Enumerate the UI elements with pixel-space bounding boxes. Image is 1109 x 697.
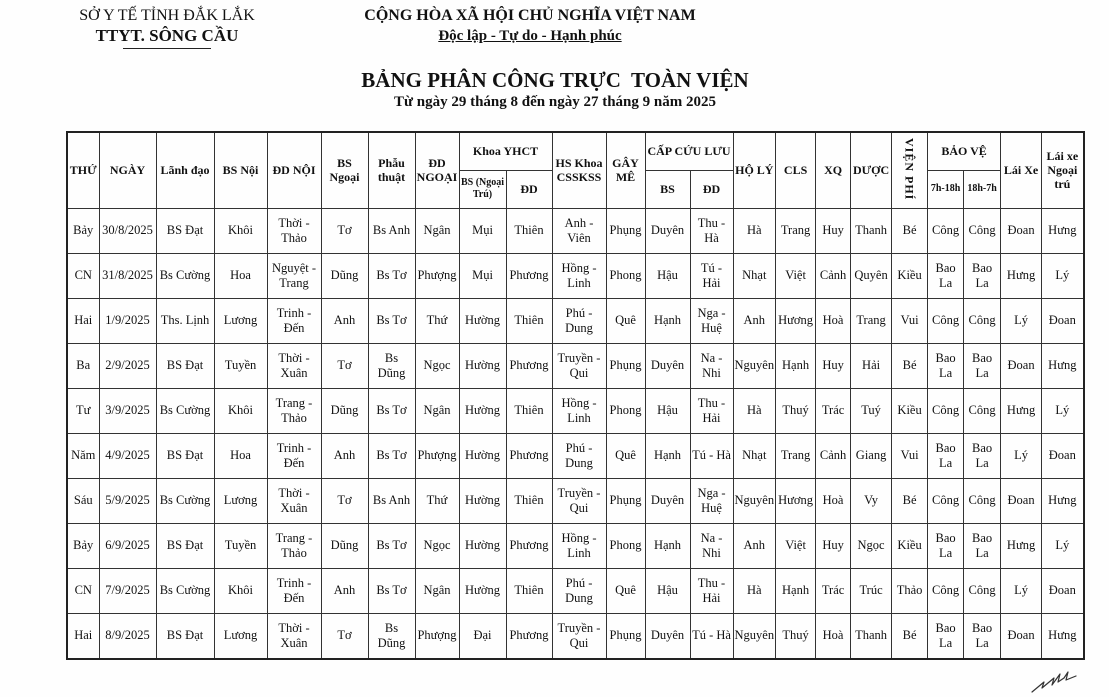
cell-yhct-dd: Phương [506, 433, 552, 478]
cell-ccl-bs: Hậu [645, 253, 690, 298]
cell-phau-thuat: Bs Dũng [368, 613, 415, 659]
cell-gay-me: Phụng [606, 613, 645, 659]
cell-dd-noi: Thời - Xuân [267, 478, 321, 523]
cell-cls: Hạnh [776, 568, 816, 613]
cell-lanh-dao: BS Đạt [156, 433, 214, 478]
header-lai-xe: Lái Xe [1001, 132, 1042, 208]
unit-name: TTYT. SÔNG CẦU [95, 26, 239, 45]
table-row [67, 613, 1084, 659]
table-row [67, 568, 1084, 613]
cell-yhct-dd: Phương [506, 253, 552, 298]
national-motto: Độc lập - Tự do - Hạnh phúc [438, 28, 622, 44]
cell-xq: Trác [816, 388, 851, 433]
cell-duoc: Quyên [851, 253, 892, 298]
cell-xq: Trác [816, 568, 851, 613]
cell-bs-noi: Lương [214, 478, 267, 523]
cell-yhct-dd: Phương [506, 613, 552, 659]
cell-bs-noi: Tuyền [214, 523, 267, 568]
cell-dd-noi: Trinh - Đến [267, 433, 321, 478]
cell-gay-me: Quê [606, 433, 645, 478]
cell-phau-thuat: Bs Tơ [368, 298, 415, 343]
cell-xq: Hoà [816, 613, 851, 659]
cell-dd-noi: Nguyệt - Trang [267, 253, 321, 298]
cell-bs-ngoai: Tơ [321, 208, 368, 253]
cell-ho-ly: Hà [733, 568, 776, 613]
cell-dd-noi: Trinh - Đến [267, 568, 321, 613]
cell-hs-khoa: Phú - Dung [552, 568, 606, 613]
cell-yhct-bs: Mụi [459, 253, 506, 298]
cell-vien-phi: Kiều [892, 253, 928, 298]
cell-lai-xe: Đoan [1001, 343, 1042, 388]
cell-duoc: Hải [851, 343, 892, 388]
cell-cls: Việt [776, 523, 816, 568]
cell-ccl-dd: Na - Nhi [690, 523, 733, 568]
cell-lai-xe: Lý [1001, 568, 1042, 613]
cell-yhct-dd: Phương [506, 523, 552, 568]
cell-lanh-dao: Bs Cường [156, 568, 214, 613]
cell-ho-ly: Nhạt [733, 433, 776, 478]
table-row [67, 388, 1084, 433]
header-khoa-yhct: Khoa YHCT [459, 132, 552, 170]
cell-bv-night: Công [964, 478, 1001, 523]
cell-bv-day: Bao La [928, 253, 964, 298]
cell-lai-xe: Hưng [1001, 388, 1042, 433]
cell-phau-thuat: Bs Tơ [368, 523, 415, 568]
cell-yhct-dd: Thiên [506, 298, 552, 343]
cell-hs-khoa: Phú - Dung [552, 433, 606, 478]
cell-ccl-dd: Nga - Huệ [690, 478, 733, 523]
cell-yhct-bs: Hường [459, 433, 506, 478]
cell-gay-me: Phụng [606, 478, 645, 523]
cell-ccl-bs: Hậu [645, 568, 690, 613]
cell-duoc: Ngọc [851, 523, 892, 568]
cell-phau-thuat: Bs Tơ [368, 388, 415, 433]
cell-bs-noi: Khôi [214, 208, 267, 253]
cell-lai-xe: Lý [1001, 433, 1042, 478]
cell-xq: Cảnh [816, 433, 851, 478]
cell-lai-xe-ngoai-tru: Lý [1042, 253, 1084, 298]
cell-bv-night: Công [964, 298, 1001, 343]
duty-roster-table [66, 131, 1085, 660]
cell-xq: Huy [816, 343, 851, 388]
cell-yhct-bs: Mụi [459, 208, 506, 253]
cell-cls: Thuý [776, 613, 816, 659]
header-hs-khoa: HS Khoa CSSKSS [552, 132, 606, 208]
cell-gay-me: Phong [606, 388, 645, 433]
cell-hs-khoa: Hồng - Linh [552, 388, 606, 433]
cell-lanh-dao: Bs Cường [156, 478, 214, 523]
cell-ccl-dd: Thu - Hải [690, 568, 733, 613]
cell-dd-ngoai: Ngọc [415, 343, 459, 388]
cell-ho-ly: Anh [733, 298, 776, 343]
cell-dd-noi: Trinh - Đến [267, 298, 321, 343]
cell-ho-ly: Nhạt [733, 253, 776, 298]
agency-name: SỞ Y TẾ TỈNH ĐẮK LẮK [79, 7, 255, 24]
cell-bs-ngoai: Anh [321, 433, 368, 478]
table-row [67, 523, 1084, 568]
cell-thu: Bảy [67, 523, 99, 568]
national-header-block [330, 6, 730, 46]
header-yhct-dd: ĐD [506, 170, 552, 208]
cell-dd-ngoai: Thứ [415, 298, 459, 343]
cell-phau-thuat: Bs Tơ [368, 568, 415, 613]
cell-ccl-bs: Hạnh [645, 523, 690, 568]
cell-bs-ngoai: Tơ [321, 343, 368, 388]
cell-bv-day: Công [928, 478, 964, 523]
cell-ngay: 8/9/2025 [99, 613, 156, 659]
cell-thu: Hai [67, 298, 99, 343]
cell-ngay: 2/9/2025 [99, 343, 156, 388]
cell-thu: Bảy [67, 208, 99, 253]
cell-ho-ly: Hà [733, 388, 776, 433]
cell-cls: Việt [776, 253, 816, 298]
cell-ngay: 30/8/2025 [99, 208, 156, 253]
cell-vien-phi: Bé [892, 208, 928, 253]
cell-bs-noi: Lương [214, 298, 267, 343]
cell-yhct-dd: Thiên [506, 478, 552, 523]
cell-thu: Hai [67, 613, 99, 659]
cell-yhct-bs: Hường [459, 568, 506, 613]
cell-ngay: 31/8/2025 [99, 253, 156, 298]
cell-lai-xe: Hưng [1001, 253, 1042, 298]
header-ho-ly: HỘ LÝ [733, 132, 776, 208]
cell-vien-phi: Thảo [892, 568, 928, 613]
cell-dd-ngoai: Phượng [415, 253, 459, 298]
cell-yhct-bs: Hường [459, 298, 506, 343]
cell-bv-day: Bao La [928, 433, 964, 478]
cell-bv-night: Công [964, 208, 1001, 253]
cell-xq: Hoà [816, 478, 851, 523]
cell-hs-khoa: Hồng - Linh [552, 253, 606, 298]
header-ccl-bs: BS [645, 170, 690, 208]
cell-bv-night: Công [964, 388, 1001, 433]
cell-cls: Hương [776, 298, 816, 343]
cell-bs-noi: Khôi [214, 568, 267, 613]
cell-dd-ngoai: Ngọc [415, 523, 459, 568]
cell-bs-noi: Hoa [214, 433, 267, 478]
cell-dd-noi: Trang - Thảo [267, 523, 321, 568]
cell-duoc: Trang [851, 298, 892, 343]
cell-duoc: Thanh [851, 208, 892, 253]
cell-bv-night: Bao La [964, 613, 1001, 659]
cell-dd-ngoai: Ngân [415, 568, 459, 613]
cell-lai-xe-ngoai-tru: Đoan [1042, 298, 1084, 343]
cell-ngay: 1/9/2025 [99, 298, 156, 343]
header-cap-cuu-luu: CẤP CỨU LƯU [645, 132, 733, 170]
table-row [67, 478, 1084, 523]
cell-vien-phi: Bé [892, 613, 928, 659]
cell-lai-xe: Hưng [1001, 523, 1042, 568]
signature-icon [1030, 668, 1086, 694]
cell-ho-ly: Nguyên [733, 343, 776, 388]
cell-bv-night: Bao La [964, 253, 1001, 298]
cell-ccl-dd: Thu - Hải [690, 388, 733, 433]
cell-thu: Năm [67, 433, 99, 478]
cell-gay-me: Quê [606, 568, 645, 613]
cell-cls: Hương [776, 478, 816, 523]
cell-thu: Tư [67, 388, 99, 433]
cell-lanh-dao: Ths. Lịnh [156, 298, 214, 343]
cell-bv-day: Bao La [928, 613, 964, 659]
header-bs-ngoai: BS Ngoại [321, 132, 368, 208]
cell-cls: Thuý [776, 388, 816, 433]
cell-hs-khoa: Truyền - Qui [552, 613, 606, 659]
cell-ccl-dd: Tú - Hà [690, 433, 733, 478]
header-phau-thuat: Phẫu thuật [368, 132, 415, 208]
cell-bs-noi: Khôi [214, 388, 267, 433]
cell-ccl-dd: Thu - Hà [690, 208, 733, 253]
cell-bs-noi: Hoa [214, 253, 267, 298]
cell-bs-ngoai: Dũng [321, 523, 368, 568]
cell-gay-me: Quê [606, 298, 645, 343]
issuing-agency-block [62, 6, 272, 49]
cell-ccl-dd: Nga - Huệ [690, 298, 733, 343]
document-title-block [300, 67, 810, 111]
cell-bs-ngoai: Anh [321, 568, 368, 613]
roster-body [67, 208, 1084, 659]
cell-dd-noi: Thời - Thảo [267, 208, 321, 253]
cell-yhct-bs: Hường [459, 343, 506, 388]
header-cls: CLS [776, 132, 816, 208]
cell-duoc: Thanh [851, 613, 892, 659]
cell-hs-khoa: Truyền - Qui [552, 343, 606, 388]
cell-lanh-dao: BS Đạt [156, 613, 214, 659]
cell-dd-ngoai: Ngân [415, 388, 459, 433]
cell-lai-xe-ngoai-tru: Hưng [1042, 613, 1084, 659]
cell-gay-me: Phụng [606, 343, 645, 388]
cell-yhct-dd: Thiên [506, 568, 552, 613]
header-dd-ngoai: ĐD NGOẠI [415, 132, 459, 208]
country-name: CỘNG HÒA XÃ HỘI CHỦ NGHĨA VIỆT NAM [364, 7, 696, 24]
cell-yhct-bs: Hường [459, 478, 506, 523]
cell-bs-ngoai: Dũng [321, 388, 368, 433]
cell-lanh-dao: BS Đạt [156, 208, 214, 253]
cell-ccl-dd: Tú - Hải [690, 253, 733, 298]
cell-ngay: 7/9/2025 [99, 568, 156, 613]
cell-xq: Huy [816, 208, 851, 253]
header-duoc: DƯỢC [851, 132, 892, 208]
document-period: Từ ngày 29 tháng 8 đến ngày 27 tháng 9 năm 2025 [394, 94, 716, 110]
cell-thu: Ba [67, 343, 99, 388]
header-ccl-dd: ĐD [690, 170, 733, 208]
header-bv-day: 7h-18h [928, 170, 964, 208]
cell-xq: Cảnh [816, 253, 851, 298]
cell-lanh-dao: Bs Cường [156, 253, 214, 298]
cell-phau-thuat: Bs Tơ [368, 253, 415, 298]
header-gay-me: GÂY MÊ [606, 132, 645, 208]
table-row [67, 343, 1084, 388]
cell-bs-ngoai: Tơ [321, 478, 368, 523]
cell-duoc: Trúc [851, 568, 892, 613]
cell-lanh-dao: BS Đạt [156, 343, 214, 388]
cell-lai-xe: Đoan [1001, 208, 1042, 253]
cell-ngay: 4/9/2025 [99, 433, 156, 478]
cell-lai-xe-ngoai-tru: Lý [1042, 523, 1084, 568]
cell-thu: Sáu [67, 478, 99, 523]
cell-xq: Huy [816, 523, 851, 568]
cell-yhct-bs: Hường [459, 388, 506, 433]
cell-vien-phi: Kiều [892, 523, 928, 568]
cell-vien-phi: Bé [892, 343, 928, 388]
cell-vien-phi: Bé [892, 478, 928, 523]
cell-gay-me: Phong [606, 523, 645, 568]
cell-hs-khoa: Anh - Viên [552, 208, 606, 253]
cell-yhct-bs: Hường [459, 523, 506, 568]
table-row [67, 298, 1084, 343]
cell-ccl-bs: Hậu [645, 388, 690, 433]
cell-dd-ngoai: Thứ [415, 478, 459, 523]
cell-lanh-dao: Bs Cường [156, 388, 214, 433]
cell-gay-me: Phong [606, 253, 645, 298]
cell-phau-thuat: Bs Tơ [368, 433, 415, 478]
cell-bs-ngoai: Anh [321, 298, 368, 343]
header-yhct-bs: BS (Ngoại Trú) [459, 170, 506, 208]
cell-bs-ngoai: Dũng [321, 253, 368, 298]
cell-lai-xe: Đoan [1001, 478, 1042, 523]
cell-ccl-dd: Na - Nhi [690, 343, 733, 388]
cell-thu: CN [67, 568, 99, 613]
cell-bv-day: Công [928, 298, 964, 343]
cell-vien-phi: Kiều [892, 388, 928, 433]
divider [123, 48, 211, 49]
cell-yhct-dd: Thiên [506, 208, 552, 253]
cell-phau-thuat: Bs Anh [368, 208, 415, 253]
cell-ngay: 3/9/2025 [99, 388, 156, 433]
cell-hs-khoa: Phú - Dung [552, 298, 606, 343]
cell-ho-ly: Nguyên [733, 613, 776, 659]
cell-bv-day: Công [928, 388, 964, 433]
cell-phau-thuat: Bs Anh [368, 478, 415, 523]
cell-lai-xe-ngoai-tru: Hưng [1042, 478, 1084, 523]
cell-ccl-bs: Duyên [645, 343, 690, 388]
header-vien-phi: VIỆN PHÍ [892, 132, 928, 208]
cell-phau-thuat: Bs Dũng [368, 343, 415, 388]
cell-dd-ngoai: Phượng [415, 613, 459, 659]
cell-lai-xe-ngoai-tru: Hưng [1042, 343, 1084, 388]
cell-cls: Trang [776, 433, 816, 478]
cell-vien-phi: Vui [892, 433, 928, 478]
cell-bv-day: Bao La [928, 523, 964, 568]
cell-lai-xe-ngoai-tru: Lý [1042, 388, 1084, 433]
header-dd-noi: ĐD NỘI [267, 132, 321, 208]
header-lanh-dao: Lãnh đạo [156, 132, 214, 208]
cell-yhct-bs: Đại [459, 613, 506, 659]
header-bv-night: 18h-7h [964, 170, 1001, 208]
cell-gay-me: Phụng [606, 208, 645, 253]
cell-ccl-bs: Duyên [645, 208, 690, 253]
header-xq: XQ [816, 132, 851, 208]
cell-dd-noi: Trang - Thảo [267, 388, 321, 433]
header-bao-ve: BẢO VỆ [928, 132, 1001, 170]
cell-bs-noi: Tuyền [214, 343, 267, 388]
cell-dd-ngoai: Phượng [415, 433, 459, 478]
cell-hs-khoa: Truyền - Qui [552, 478, 606, 523]
cell-dd-noi: Thời - Xuân [267, 343, 321, 388]
cell-bv-night: Bao La [964, 343, 1001, 388]
table-row [67, 433, 1084, 478]
cell-bv-day: Công [928, 208, 964, 253]
cell-yhct-dd: Phương [506, 343, 552, 388]
cell-bv-night: Bao La [964, 433, 1001, 478]
cell-lai-xe-ngoai-tru: Hưng [1042, 208, 1084, 253]
table-row [67, 208, 1084, 253]
cell-bs-noi: Lương [214, 613, 267, 659]
cell-cls: Hạnh [776, 343, 816, 388]
cell-vien-phi: Vui [892, 298, 928, 343]
header-thu: THỨ [67, 132, 99, 208]
cell-ho-ly: Hà [733, 208, 776, 253]
cell-bv-day: Bao La [928, 343, 964, 388]
cell-ccl-dd: Tú - Hà [690, 613, 733, 659]
cell-duoc: Vy [851, 478, 892, 523]
cell-duoc: Giang [851, 433, 892, 478]
cell-ccl-bs: Duyên [645, 478, 690, 523]
cell-lai-xe-ngoai-tru: Đoan [1042, 433, 1084, 478]
cell-yhct-dd: Thiên [506, 388, 552, 433]
cell-ccl-bs: Hạnh [645, 298, 690, 343]
cell-bs-ngoai: Tơ [321, 613, 368, 659]
header-ngay: NGÀY [99, 132, 156, 208]
cell-dd-ngoai: Ngân [415, 208, 459, 253]
table-row [67, 253, 1084, 298]
cell-bv-night: Bao La [964, 523, 1001, 568]
cell-duoc: Tuý [851, 388, 892, 433]
cell-bv-day: Công [928, 568, 964, 613]
cell-ngay: 5/9/2025 [99, 478, 156, 523]
cell-hs-khoa: Hồng - Linh [552, 523, 606, 568]
cell-bv-night: Công [964, 568, 1001, 613]
cell-lanh-dao: BS Đạt [156, 523, 214, 568]
cell-cls: Trang [776, 208, 816, 253]
cell-dd-noi: Thời - Xuân [267, 613, 321, 659]
cell-ccl-bs: Duyên [645, 613, 690, 659]
cell-ngay: 6/9/2025 [99, 523, 156, 568]
document-title: BẢNG PHÂN CÔNG TRỰC TOÀN VIỆN [361, 68, 749, 92]
cell-xq: Hoà [816, 298, 851, 343]
header-bs-noi: BS Nội [214, 132, 267, 208]
cell-thu: CN [67, 253, 99, 298]
cell-ho-ly: Anh [733, 523, 776, 568]
cell-ho-ly: Nguyên [733, 478, 776, 523]
header-lai-xe-ngoai-tru: Lái xe Ngoại trú [1042, 132, 1084, 208]
cell-lai-xe: Lý [1001, 298, 1042, 343]
cell-ccl-bs: Hạnh [645, 433, 690, 478]
cell-lai-xe: Đoan [1001, 613, 1042, 659]
cell-lai-xe-ngoai-tru: Đoan [1042, 568, 1084, 613]
